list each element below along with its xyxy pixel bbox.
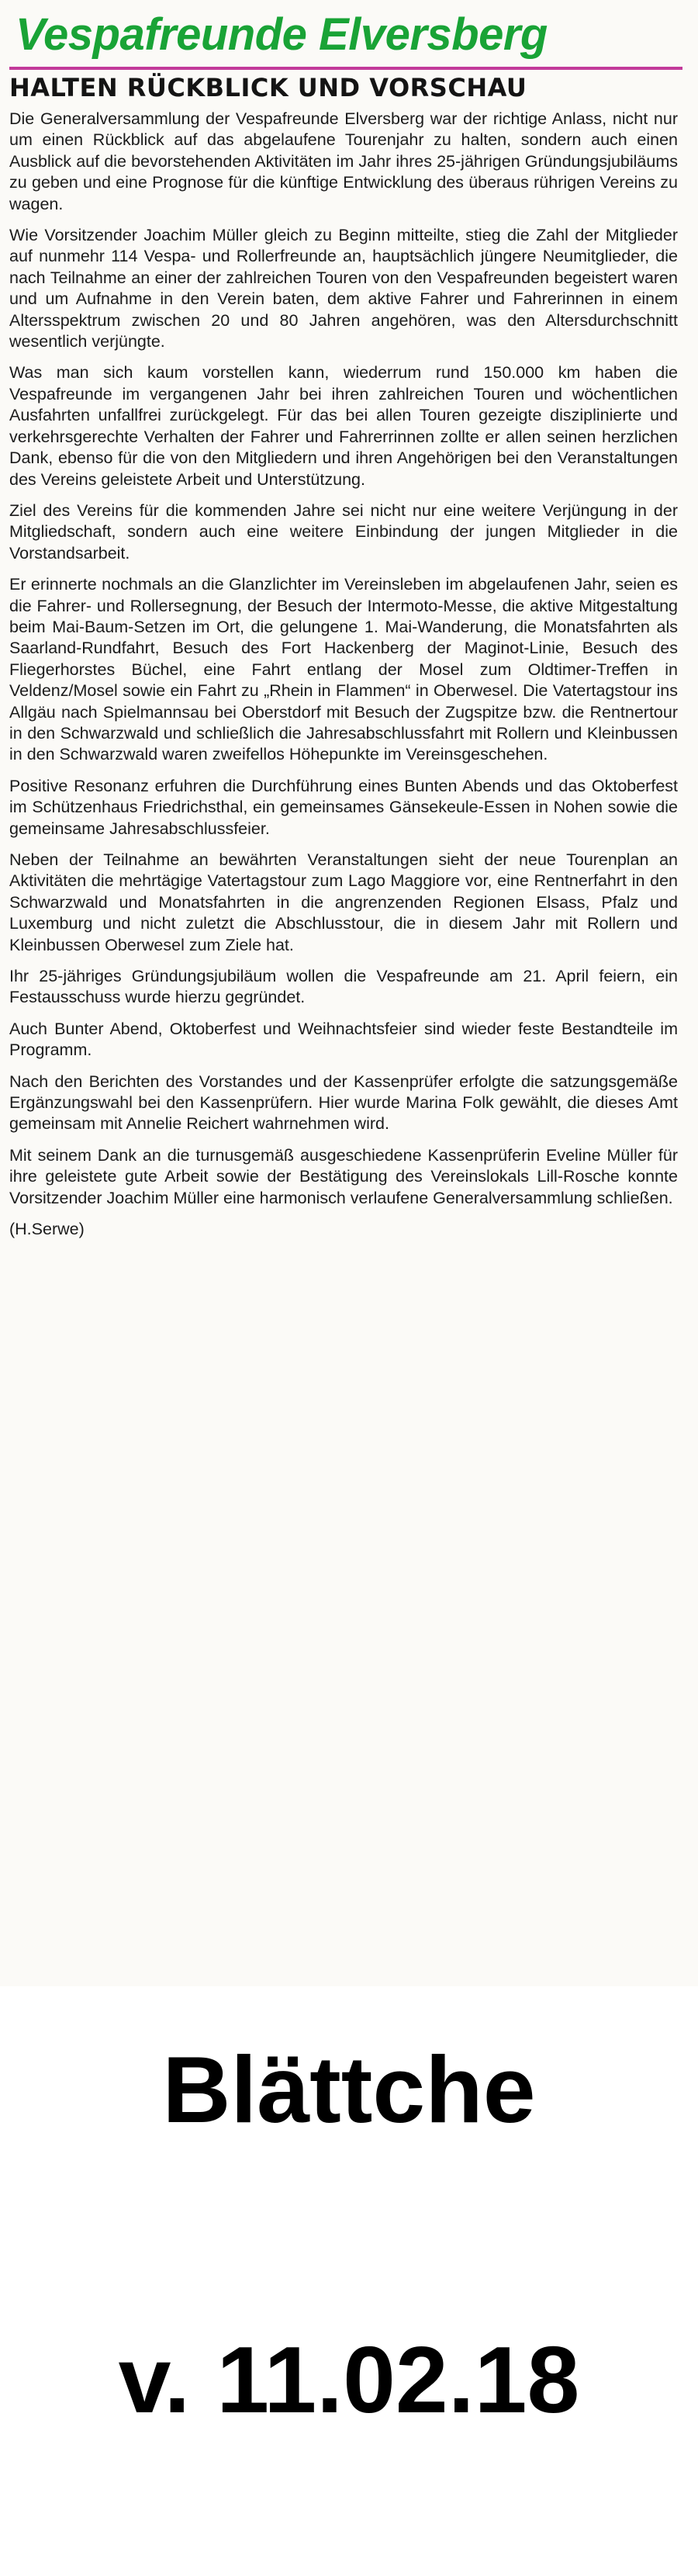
- article-paragraph: Nach den Berichten des Vorstandes und der Kassenprüfer erfolgte die satzungsgemäße Ergänzungswahl bei den Kassenprüfern. Hier wurde Marina Folk gewählt, die dieses Amt gemeinsam mit Annelie Reichert wahrnehmen wird.: [9, 1072, 678, 1134]
- article-paragraph: Was man sich kaum vorstellen kann, wiederrum rund 150.000 km haben die Vespafreunde im vergangenen Jahr bei ihren zahlreichen Touren und wöchentlichen Ausfahrten unfallfrei zurückgelegt. Für das bei allen Touren gezeigte disziplinierte und verkehrsgerechte Verhalten der Fahrer und Fahrerrinnen zollte er allen seinen herzlichen Dank, ebenso für die von den Mitgliedern und ihren Angehörigen bei den Veranstaltungen des Vereins geleistete Arbeit und Unterstützung.: [9, 363, 678, 489]
- article-paragraph: Ziel des Vereins für die kommenden Jahre sei nicht nur eine weitere Verjüngung in der Mitgliedschaft, sondern auch eine weitere Einbindung der jungen Mitglieder in die Vorstandsarbeit.: [9, 500, 678, 563]
- caption-date: v. 11.02.18: [118, 2327, 580, 2432]
- masthead: [9, 5, 682, 70]
- article-paragraph: Wie Vorsitzender Joachim Müller gleich zu Beginn mitteilte, stieg die Zahl der Mitglieder auf nunmehr 114 Vespa- und Rollerfreunde an, hauptsächlich jüngere Neumitglieder, die nach Teilnahme an einer der zahlreichen Touren von den Vespafreunden begeistert waren und um Aufnahme in den Verein baten, dem aktive Fahrer und Fahrerinnen in einem Altersspektrum zwischen 20 und 80 Jahren angehören, was den Altersdurchschnitt wesentlich verjüngte.: [9, 226, 678, 351]
- article-paragraph: Neben der Teilnahme an bewährten Veranstaltungen sieht der neue Tourenplan an Aktivitäten die mehrtägige Vatertagstour zum Lago Maggiore vor, eine Rentnerfahrt in den Schwarzwald und Monatsfahrten in die angrenzenden Regionen Elsass, Pfalz und Luxemburg und nicht zuletzt die Abschlusstour, die in diesem Jahr mit Rollern und Kleinbussen Oberwesel zum Ziele hat.: [9, 850, 678, 954]
- caption-publication: Blättche: [162, 2037, 536, 2142]
- article-body: [9, 109, 678, 1241]
- article-paragraph: Ihr 25-jähriges Gründungsjubiläum wollen die Vespafreunde am 21. April feiern, ein Festausschuss wurde hierzu gegründet.: [9, 967, 678, 1007]
- article-paragraph: Mit seinem Dank an die turnusgemäß ausgeschiedene Kassenprüferin Eveline Müller für ihre geleistete gute Arbeit sowie der Bestätigung des Vereinslokals Lill-Rosche konnte Vorsitzender Joachim Müller eine harmonisch verlaufene Generalversammlung schließen.: [9, 1145, 678, 1207]
- article-paragraph: Auch Bunter Abend, Oktoberfest und Weihnachtsfeier sind wieder feste Bestandteile im Programm.: [9, 1019, 678, 1060]
- article-headline: HALTEN RÜCKBLICK UND VORSCHAU: [9, 73, 527, 102]
- article-paragraph: Die Generalversammlung der Vespafreunde Elversberg war der richtige Anlass, nicht nur um einen Rückblick auf das abgelaufene Tourenjahr zu halten, sondern auch einen Ausblick auf die bevorstehenden Aktivitäten im Jahr ihres 25-jährigen Gründungsjubiläums zu geben und eine Prognose für die künftige Entwicklung des überaus rührigen Vereins zu wagen.: [9, 109, 678, 213]
- article-paragraph: Er erinnerte nochmals an die Glanzlichter im Vereinsleben im abgelaufenen Jahr, seien es die Fahrer- und Rollersegnung, der Besuch der Intermoto-Messe, die aktive Mitgestaltung beim Mai-Baum-Setzen im Ort, die gelungene 1. Mai-Wanderung, die Monatsfahrten als Saarland-Rundfahrt, Besuch des Fort Hackenberg der Maginot-Linie, Besuch des Fliegerhorstes Büchel, eine Fahrt entlang der Mosel zum Oldtimer-Treffen in Veldenz/Mosel sowie ein Fahrt zu „Rhein in Flammen“ in Oberwesel. Die Vatertagstour ins Allgäu nach Spielmannsau bei Oberstdorf mit Besuch der Zugspitze bzw. die Rentnertour in den Schwarzwald und schließlich die Jahresabschlussfahrt mit Rollern und Kleinbussen in den Schwarzwald waren zweifellos Höhepunkte im Vereinsgeschehen.: [9, 575, 678, 764]
- masthead-title: Vespafreunde Elversberg: [16, 9, 548, 60]
- article-paragraph: Positive Resonanz erfuhren die Durchführung eines Bunten Abends und das Oktoberfest im Schützenhaus Friedrichsthal, ein gemeinsames Gänsekeule-Essen in Nohen sowie die gemeinsame Jahresabschlussfeier.: [9, 776, 678, 838]
- article-byline: (H.Serwe): [9, 1220, 85, 1239]
